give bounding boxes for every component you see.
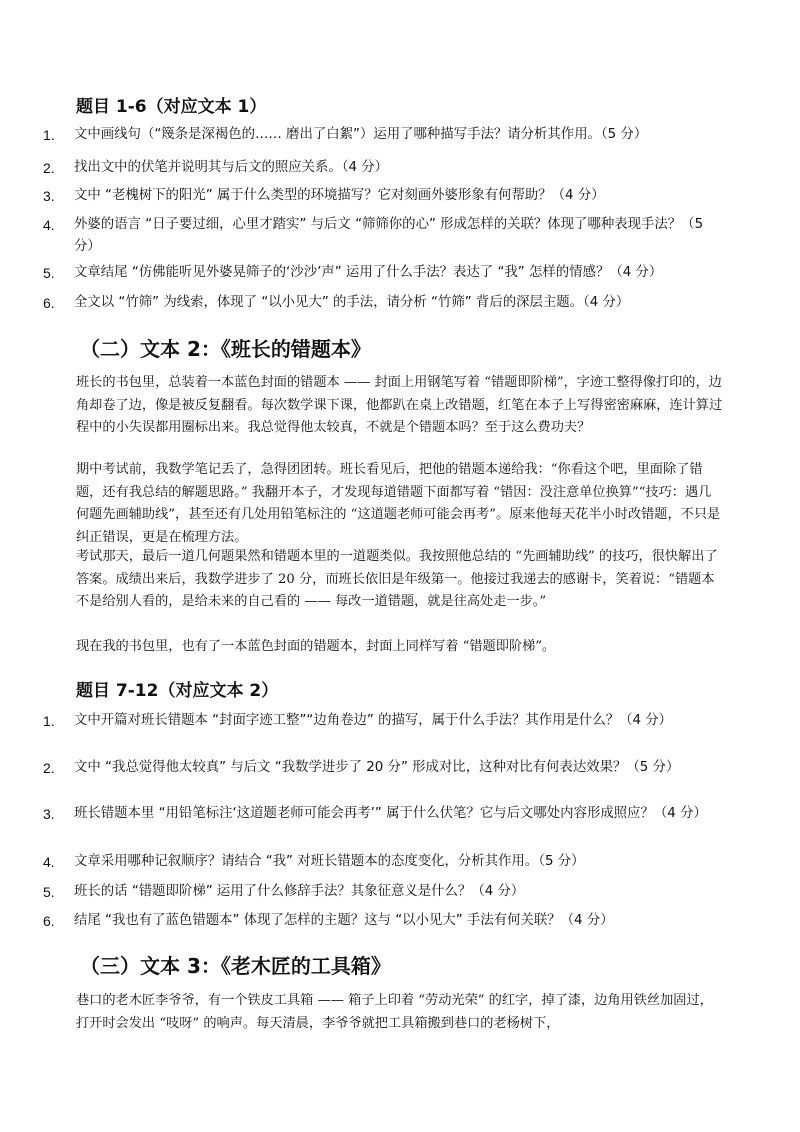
question-text: 文中开篇对班长错题本 “封面字迹工整”“边角卷边” 的描写，属于什么手法？其作用是什么？（4 分） — [74, 713, 673, 728]
question-text: 文章采用哪种记叙顺序？请结合 “我” 对班长错题本的态度变化，分析其作用。（5 分） — [74, 854, 585, 869]
question-text: 班长的话 “错题即阶梯” 运用了什么修辞手法？其象征意义是什么？（4 分） — [74, 884, 525, 899]
question-number: 5. — [43, 884, 55, 900]
text-2-paragraph: 班长的书包里，总装着一本蓝色封面的错题本 —— 封面上用钢笔写着 “错题即阶梯”，字迹工整得像打印的，边角却卷了边，像是被反复翻看。每次数学课下课，他都趴在桌上改错题，红笔在本子上写得密密麻麻，连计算过程中的小失误都用圈标出来。我总觉得他太较真，不就是个错题本吗？至于这么费功夫？ — [76, 375, 723, 435]
question-number: 2. — [43, 760, 55, 776]
question-text: 文中 “我总觉得他太较真” 与后文 “我数学进步了 20 分” 形成对比，这种对比有何表达效果？（5 分） — [74, 760, 680, 775]
question-text: 班长错题本里 “用铅笔标注‘这道题老师可能会再考’” 属于什么伏笔？它与后文哪处内容形成照应？（4 分） — [74, 806, 707, 821]
question-text: 外婆的语言 “日子要过细，心里才踏实” 与后文 “筛筛你的心” 形成怎样的关联？体现了哪种表现手法？（5 分） — [74, 217, 704, 254]
question-text: 文中画线句（“篾条是深褐色的…… 磨出了白絮”）运用了哪种描写手法？请分析其作用。（5 分） — [74, 127, 648, 142]
question-text: 文中 “老槐树下的阳光” 属于什么类型的环境描写？它对刻画外婆形象有何帮助？（4 分） — [74, 188, 605, 203]
question-number: 4. — [43, 854, 55, 870]
question-number: 2. — [43, 160, 55, 176]
section-heading-questions-7-12: 题目 7-12（对应文本 2） — [76, 681, 279, 701]
question-number: 4. — [43, 217, 55, 233]
question-text: 文章结尾 “仿佛能听见外婆晃筛子的‘沙沙’声” 运用了什么手法？表达了 “我” 怎样的情感？（4 分） — [74, 265, 663, 280]
question-number: 5. — [43, 265, 55, 281]
question-number: 1. — [43, 713, 55, 729]
question-number: 6. — [43, 913, 55, 929]
text-2-paragraph: 现在我的书包里，也有了一本蓝色封面的错题本，封面上同样写着 “错题即阶梯”。 — [76, 639, 556, 654]
question-number: 1. — [43, 127, 55, 143]
text-2-title: （二）文本 2：《班长的错题本》 — [80, 337, 371, 361]
question-text: 全文以 “竹筛” 为线索，体现了 “以小见大” 的手法，请分析 “竹筛” 背后的深层主题。（4 分） — [74, 295, 630, 310]
question-number: 6. — [43, 295, 55, 311]
question-text: 找出文中的伏笔并说明其与后文的照应关系。（4 分） — [74, 160, 389, 175]
question-text: 结尾 “我也有了蓝色错题本” 体现了怎样的主题？这与 “以小见大” 手法有何关联？（4 分） — [74, 913, 614, 928]
question-number: 3. — [43, 806, 55, 822]
text-3-title: （三）文本 3：《老木匠的工具箱》 — [80, 954, 391, 978]
text-2-paragraph: 期中考试前，我数学笔记丢了，急得团团转。班长看见后，把他的错题本递给我：“你看这个吧，里面除了错题，还有我总结的解题思路。” 我翻开本子，才发现每道错题下面都写着 “错因：没注意单位换算”“技巧：遇几何题先画辅助线”，甚至还有几处用铅笔标注的 “这道题老师可能会再考”。原来他每天花半小时改错题，不只是纠正错误，更是在梳理方法。 — [76, 462, 721, 545]
text-3-paragraph: 巷口的老木匠李爷爷，有一个铁皮工具箱 —— 箱子上印着 “劳动光荣” 的红字，掉了漆，边角用铁丝加固过，打开时会发出 “吱呀” 的响声。每天清晨，李爷爷就把工具箱搬到巷口的老杨树下， — [76, 993, 713, 1031]
section-heading-questions-1-6: 题目 1-6（对应文本 1） — [76, 97, 267, 117]
question-number: 3. — [43, 188, 55, 204]
text-2-paragraph: 考试那天，最后一道几何题果然和错题本里的一道题类似。我按照他总结的 “先画辅助线” 的技巧，很快解出了答案。成绩出来后，我数学进步了 20 分，而班长依旧是年级第一。他接过我递去的感谢卡，笑着说：“错题本不是给别人看的，是给未来的自己看的 —— 每改一道错题，就是往高处走一步。” — [76, 549, 718, 609]
